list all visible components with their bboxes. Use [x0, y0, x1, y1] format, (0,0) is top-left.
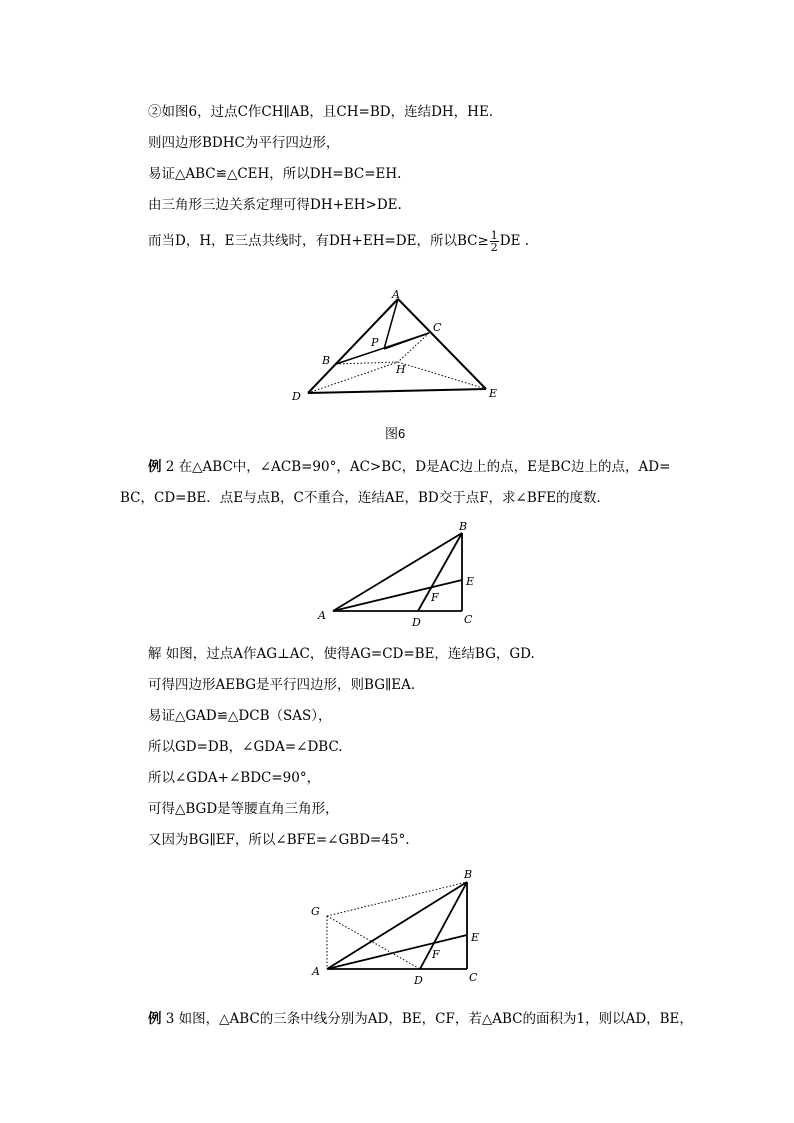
- fig3-label-G: G: [311, 905, 320, 918]
- fig6-dotted-BH: [336, 362, 398, 364]
- fig2-label-E: E: [466, 575, 475, 588]
- fig6-label-D: D: [292, 390, 301, 403]
- solution-line-6: 可得△BGD是等腰直角三角形，: [148, 801, 339, 817]
- figure-solution: [300, 862, 495, 992]
- example3-line-1: [148, 1010, 693, 1028]
- example3-tag: 例: [148, 1011, 162, 1027]
- fig6-label-C: C: [433, 321, 442, 334]
- proof-line-5-tail: DE .: [499, 233, 530, 249]
- fig2-label-B: B: [459, 520, 468, 533]
- fig3-label-C: C: [469, 971, 478, 984]
- example3-text-1: 3 如图，△ABC的三条中线分别为AD，BE，CF，若△ABC的面积为1，则以AD，BE，: [161, 1011, 693, 1027]
- fig3-dotted-GB: [327, 882, 467, 916]
- solution-line-7: 又因为BG∥EF，所以∠BFE=∠GBD=45°.: [148, 832, 410, 848]
- fig3-segment-BD: [420, 882, 467, 969]
- proof-line-2: 则四边形BDHC为平行四边形，: [148, 135, 340, 151]
- fraction-half: [490, 230, 499, 253]
- fig6-segment-PC: [384, 333, 429, 349]
- fraction-denominator: 2: [490, 241, 498, 254]
- figure-example2: [310, 515, 490, 630]
- fig3-label-A: A: [312, 965, 320, 978]
- fig2-segment-BD: [418, 533, 462, 611]
- example2-tag: 例: [148, 459, 162, 475]
- proof-line-5: [148, 230, 529, 253]
- solution-line-5: 所以∠GDA+∠BDC=90°，: [148, 770, 321, 786]
- solution-line-4: 所以GD=DB，∠GDA=∠DBC.: [148, 739, 343, 755]
- fig6-dotted-CH: [398, 333, 429, 362]
- proof-line-4: 由三角形三边关系定理可得DH+EH>DE.: [148, 197, 402, 213]
- fig2-segment-AB: [333, 533, 462, 611]
- fig6-label-E: E: [489, 387, 498, 400]
- fig6-label-H: H: [396, 363, 406, 376]
- fig6-label-A: A: [392, 288, 400, 301]
- fig3-segment-AE: [327, 935, 467, 969]
- proof-line-1: ②如图6，过点C作CH∥AB，且CH=BD，连结DH，HE.: [148, 104, 494, 120]
- fig6-segment-DE: [308, 389, 486, 393]
- fig3-label-B: B: [464, 868, 473, 881]
- fig2-label-F: F: [431, 591, 439, 604]
- fig3-label-E: E: [471, 931, 480, 944]
- solution-line-1: 解 如图，过点A作AG⊥AC，使得AG=CD=BE，连结BG，GD.: [148, 646, 535, 662]
- fig6-label-B: B: [322, 354, 331, 367]
- fraction-numerator: 1: [490, 229, 498, 242]
- fig2-label-A: A: [318, 609, 326, 622]
- fig3-label-D: D: [414, 974, 423, 987]
- proof-line-3: 易证△ABC≌△CEH，所以DH=BC=EH.: [148, 166, 402, 182]
- figure-6: [280, 280, 510, 410]
- fig2-segment-AE: [333, 580, 462, 611]
- fig2-label-D: D: [412, 616, 421, 629]
- fig6-label-P: P: [371, 336, 379, 349]
- fig2-label-C: C: [464, 613, 473, 626]
- proof-line-5-text: 而当D，H，E三点共线时，有DH+EH=DE，所以BC≥: [148, 233, 489, 249]
- solution-line-3: 易证△GAD≌△DCB（SAS），: [148, 708, 332, 724]
- solution-line-2: 可得四边形AEBG是平行四边形，则BG∥EA.: [148, 677, 416, 693]
- example2-text-1: 2 在△ABC中，∠ACB=90°，AC>BC，D是AC边上的点，E是BC边上的点，AD=: [161, 459, 671, 475]
- fig3-label-F: F: [432, 948, 440, 961]
- example2-line-2: BC，CD=BE．点E与点B，C不重合，连结AE，BD交于点F，求∠BFE的度数．: [120, 490, 611, 506]
- example2-line-1: [148, 458, 670, 476]
- figure-6-caption: 图6: [385, 426, 406, 441]
